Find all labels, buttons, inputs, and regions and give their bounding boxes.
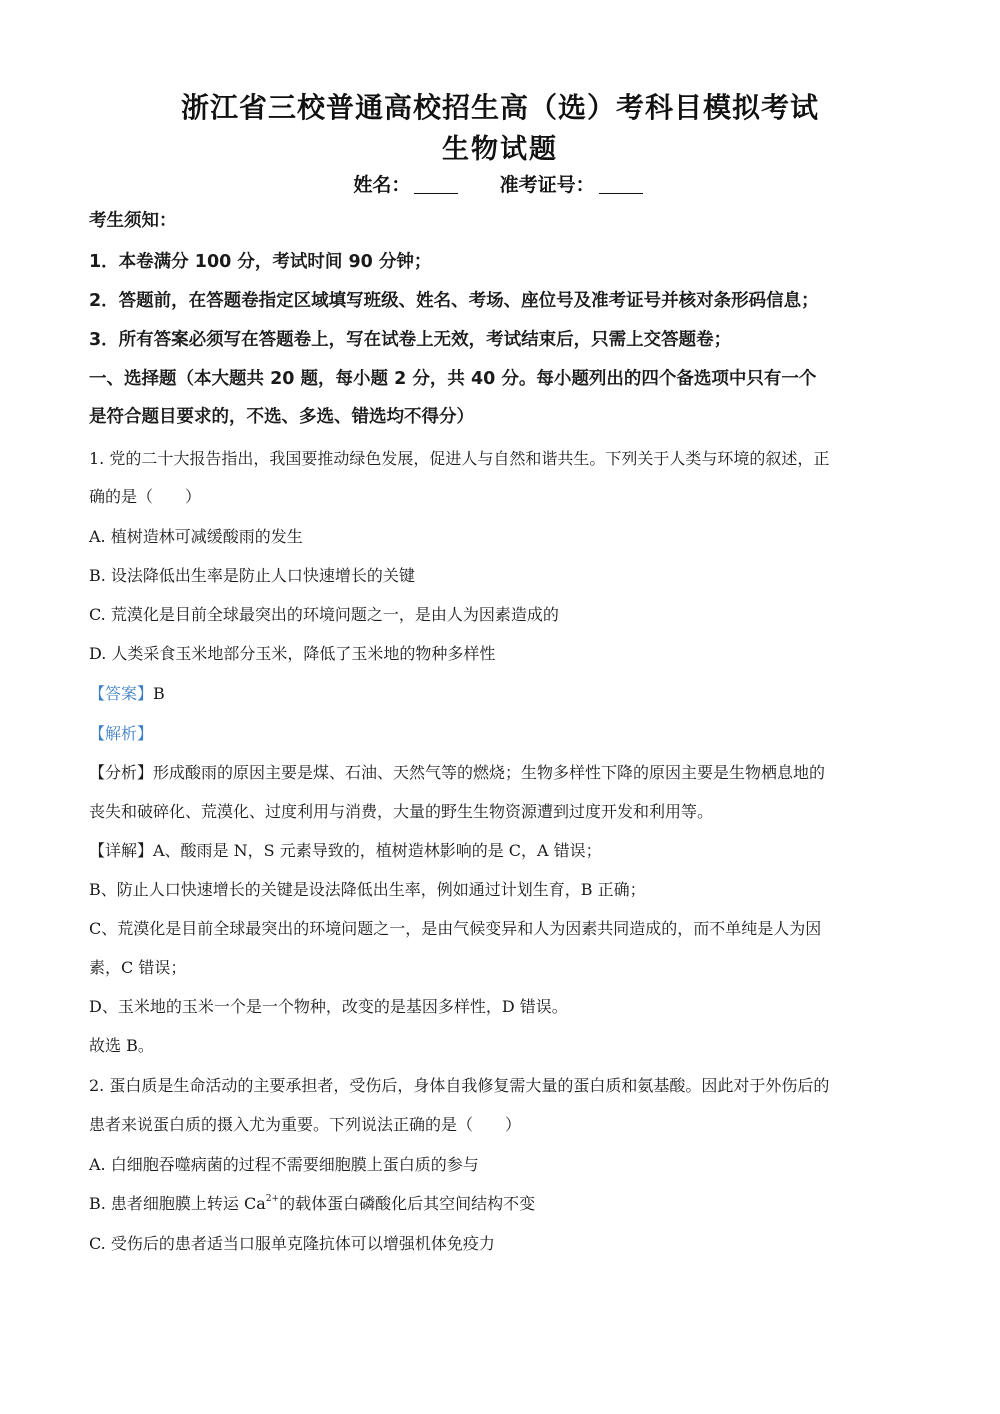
section-heading-cont: 是符合题目要求的，不选、多选、错选均不得分） — [89, 407, 474, 427]
id-label: 准考证号： — [499, 174, 595, 196]
answer-tag: 【答案】 — [89, 684, 154, 703]
q1-stem: 1. 党的二十大报告指出，我国要推动绿色发展，促进人与自然和谐共生。下列关于人类与环境的叙述，正 — [89, 449, 830, 468]
q2-stem: 2. 蛋白质是生命活动的主要承担者，受伤后，身体自我修复需大量的蛋白质和氨基酸。因此对于外伤后的 — [89, 1076, 830, 1095]
answer-value: B — [153, 684, 165, 703]
q1-detail-c-cont: 素，C 错误； — [89, 958, 187, 977]
notice-item: 1．本卷满分 100 分，考试时间 90 分钟； — [89, 252, 432, 272]
q1-detail-c: C、荒漠化是目前全球最突出的环境问题之一，是由气候变异和人为因素共同造成的，而不单纯是人为因 — [89, 919, 822, 938]
q1-option-d: D. 人类采食玉米地部分玉米，降低了玉米地的物种多样性 — [89, 644, 496, 663]
id-blank — [599, 175, 643, 194]
q1-stem-cont: 确的是（ ） — [89, 487, 202, 506]
q1-detail-a: 【详解】A、酸雨是 N，S 元素导致的，植树造林影响的是 C，A 错误； — [89, 841, 602, 860]
q2-option-b — [89, 1193, 929, 1215]
q1-option-c: C. 荒漠化是目前全球最突出的环境问题之一，是由人为因素造成的 — [89, 605, 559, 624]
q1-fenxi: 【分析】形成酸雨的原因主要是煤、石油、天然气等的燃烧；生物多样性下降的原因主要是生物栖息地的 — [89, 763, 826, 782]
name-blank — [414, 175, 458, 194]
q2-option-c: C. 受伤后的患者适当口服单克隆抗体可以增强机体免疫力 — [89, 1234, 495, 1253]
exam-subtitle: 生物试题 — [442, 134, 558, 165]
q1-detail-d: D、玉米地的玉米一个是一个物种，改变的是基因多样性，D 错误。 — [89, 997, 568, 1016]
notice-item: 3．所有答案必须写在答题卷上，写在试卷上无效，考试结束后，只需上交答题卷； — [89, 330, 732, 350]
notice-item: 2．答题前，在答题卷指定区域填写班级、姓名、考场、座位号及准考证号并核对条形码信息； — [89, 291, 819, 311]
q1-fenxi-cont: 丧失和破碎化、荒漠化、过度利用与消费，大量的野生生物资源遭到过度开发和利用等。 — [89, 802, 714, 821]
q1-detail-b: B、防止人口快速增长的关键是设法降低出生率，例如通过计划生育，B 正确； — [89, 880, 646, 899]
q1-option-b: B. 设法降低出生率是防止人口快速增长的关键 — [89, 566, 415, 585]
exam-title: 浙江省三校普通高校招生高（选）考科目模拟考试 — [180, 91, 819, 124]
q2-stem-cont: 患者来说蛋白质的摄入尤为重要。下列说法正确的是（ ） — [89, 1115, 522, 1134]
name-label: 姓名： — [353, 174, 411, 196]
section-heading: 一、选择题（本大题共 20 题，每小题 2 分，共 40 分。每小题列出的四个备选项中只有一个 — [89, 369, 817, 389]
q1-option-a: A. 植树造林可减缓酸雨的发生 — [89, 527, 303, 546]
q2-option-b-text-cont: 的载体蛋白磷酸化后其空间结构不变 — [279, 1194, 536, 1213]
q1-answer — [89, 683, 929, 705]
q1-conclusion: 故选 B。 — [89, 1036, 154, 1055]
notice-heading: 考生须知： — [89, 211, 177, 231]
q2-option-b-text: B. 患者细胞膜上转运 Ca — [89, 1194, 266, 1213]
calcium-charge: 2+ — [265, 1194, 280, 1204]
candidate-info — [0, 170, 1000, 197]
q2-option-a: A. 白细胞吞噬病菌的过程不需要细胞膜上蛋白质的参与 — [89, 1155, 479, 1174]
analysis-tag: 【解析】 — [89, 724, 154, 743]
